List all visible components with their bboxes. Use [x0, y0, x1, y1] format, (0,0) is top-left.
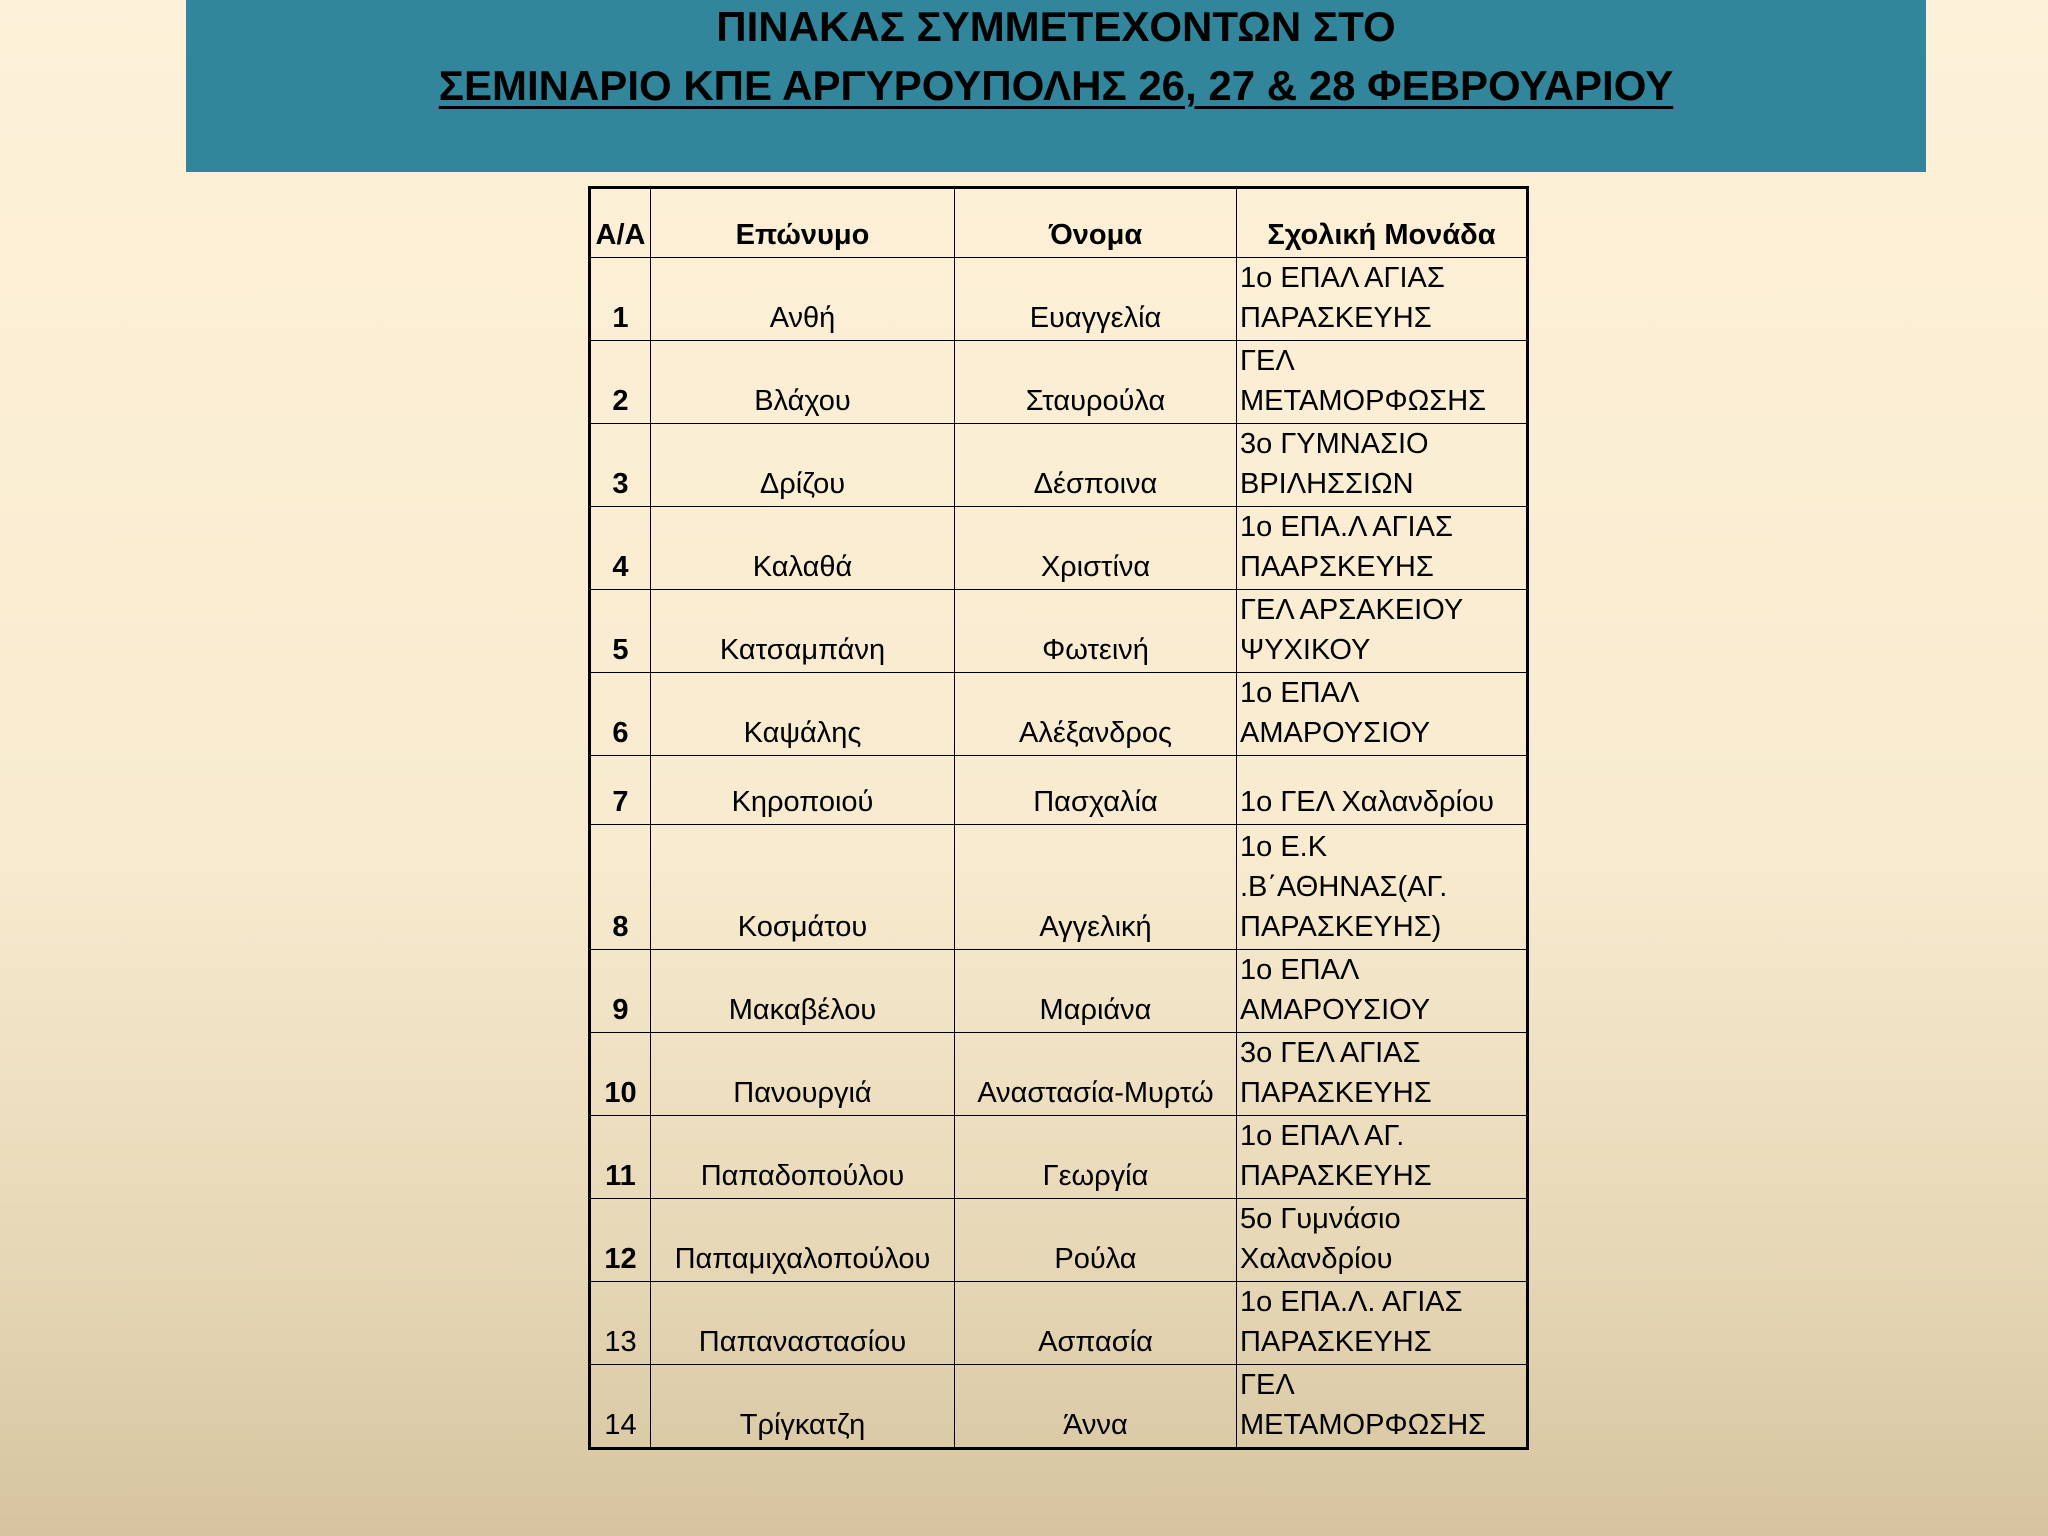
title-banner	[186, 0, 1926, 172]
cell-name: Αναστασία-Μυρτώ	[955, 1033, 1237, 1116]
table-row	[590, 424, 1528, 507]
cell-aa: 5	[590, 590, 651, 673]
table-row	[590, 1033, 1528, 1116]
table-row	[590, 673, 1528, 756]
table-row	[590, 1116, 1528, 1199]
cell-school: 1ο ΕΠΑΛ ΑΜΑΡΟΥΣΙΟΥ	[1237, 673, 1528, 756]
cell-aa: 3	[590, 424, 651, 507]
cell-school: 1ο ΕΠΑ.Λ ΑΓΙΑΣ ΠΑΑΡΣΚΕΥΗΣ	[1237, 507, 1528, 590]
table-row	[590, 825, 1528, 950]
cell-school: 1ο ΕΠΑ.Λ. ΑΓΙΑΣ ΠΑΡΑΣΚΕΥΗΣ	[1237, 1282, 1528, 1365]
page-title: ΠΙΝΑΚΑΣ ΣΥΜΜΕΤΕΧΟΝΤΩΝ ΣΤΟ	[716, 3, 1396, 50]
table-header-row	[590, 188, 1528, 258]
cell-aa: 7	[590, 756, 651, 825]
cell-surname: Κηροποιού	[651, 756, 955, 825]
cell-surname: Καλαθά	[651, 507, 955, 590]
column-header-surname: Επώνυμο	[651, 188, 955, 258]
cell-surname: Κατσαμπάνη	[651, 590, 955, 673]
table-body	[590, 258, 1528, 1449]
cell-school: 5ο Γυμνάσιο Χαλανδρίου	[1237, 1199, 1528, 1282]
cell-name: Αγγελική	[955, 825, 1237, 950]
table-row	[590, 950, 1528, 1033]
column-header-name: Όνομα	[955, 188, 1237, 258]
table-row	[590, 1282, 1528, 1365]
table-row	[590, 590, 1528, 673]
table-row	[590, 258, 1528, 341]
cell-aa: 12	[590, 1199, 651, 1282]
cell-surname: Μακαβέλου	[651, 950, 955, 1033]
cell-aa: 14	[590, 1365, 651, 1449]
cell-name: Χριστίνα	[955, 507, 1237, 590]
cell-name: Αλέξανδρος	[955, 673, 1237, 756]
cell-surname: Κοσμάτου	[651, 825, 955, 950]
cell-surname: Πανουργιά	[651, 1033, 955, 1116]
table-row	[590, 341, 1528, 424]
cell-surname: Παπαδοπούλου	[651, 1116, 955, 1199]
cell-aa: 10	[590, 1033, 651, 1116]
table-row	[590, 756, 1528, 825]
cell-school: 1ο ΕΠΑΛ ΑΓ. ΠΑΡΑΣΚΕΥΗΣ	[1237, 1116, 1528, 1199]
cell-school: 3ο ΓΥΜΝΑΣΙΟ ΒΡΙΛΗΣΣΙΩΝ	[1237, 424, 1528, 507]
column-header-aa: Α/Α	[590, 188, 651, 258]
cell-aa: 2	[590, 341, 651, 424]
cell-surname: Βλάχου	[651, 341, 955, 424]
cell-aa: 6	[590, 673, 651, 756]
cell-school: ΓΕΛ ΜΕΤΑΜΟΡΦΩΣΗΣ	[1237, 1365, 1528, 1449]
cell-name: Δέσποινα	[955, 424, 1237, 507]
cell-name: Φωτεινή	[955, 590, 1237, 673]
cell-name: Ευαγγελία	[955, 258, 1237, 341]
cell-surname: Δρίζου	[651, 424, 955, 507]
cell-school: 1ο ΓΕΛ Χαλανδρίου	[1237, 756, 1528, 825]
participants-table	[588, 186, 1529, 1450]
cell-surname: Τρίγκατζη	[651, 1365, 955, 1449]
table-row	[590, 1199, 1528, 1282]
cell-surname: Παπαναστασίου	[651, 1282, 955, 1365]
cell-name: Γεωργία	[955, 1116, 1237, 1199]
cell-aa: 11	[590, 1116, 651, 1199]
cell-name: Ασπασία	[955, 1282, 1237, 1365]
cell-name: Μαριάνα	[955, 950, 1237, 1033]
cell-aa: 13	[590, 1282, 651, 1365]
cell-aa: 4	[590, 507, 651, 590]
cell-name: Ρούλα	[955, 1199, 1237, 1282]
cell-aa: 9	[590, 950, 651, 1033]
cell-aa: 8	[590, 825, 651, 950]
cell-school: 1ο Ε.Κ .Β΄ΑΘΗΝΑΣ(ΑΓ. ΠΑΡΑΣΚΕΥΗΣ)	[1237, 825, 1528, 950]
cell-school: 3ο ΓΕΛ ΑΓΙΑΣ ΠΑΡΑΣΚΕΥΗΣ	[1237, 1033, 1528, 1116]
page-subtitle-text: ΣΕΜΙΝΑΡΙΟ ΚΠΕ ΑΡΓΥΡΟΥΠΟΛΗΣ 26, 27 & 28 ΦΕΒΡΟΥΑΡΙΟΥ	[438, 62, 1674, 109]
cell-school: ΓΕΛ ΜΕΤΑΜΟΡΦΩΣΗΣ	[1237, 341, 1528, 424]
cell-school: ΓΕΛ ΑΡΣΑΚΕΙΟΥ ΨΥΧΙΚΟΥ	[1237, 590, 1528, 673]
page-subtitle	[186, 61, 1926, 111]
cell-school: 1ο ΕΠΑΛ ΑΜΑΡΟΥΣΙΟΥ	[1237, 950, 1528, 1033]
cell-name: Πασχαλία	[955, 756, 1237, 825]
cell-surname: Ανθή	[651, 258, 955, 341]
table-row	[590, 507, 1528, 590]
cell-name: Άννα	[955, 1365, 1237, 1449]
table-row	[590, 1365, 1528, 1449]
cell-surname: Παπαμιχαλοπούλου	[651, 1199, 955, 1282]
column-header-school: Σχολική Μονάδα	[1237, 188, 1528, 258]
cell-aa: 1	[590, 258, 651, 341]
cell-name: Σταυρούλα	[955, 341, 1237, 424]
cell-surname: Καψάλης	[651, 673, 955, 756]
cell-school: 1ο ΕΠΑΛ ΑΓΙΑΣ ΠΑΡΑΣΚΕΥΗΣ	[1237, 258, 1528, 341]
